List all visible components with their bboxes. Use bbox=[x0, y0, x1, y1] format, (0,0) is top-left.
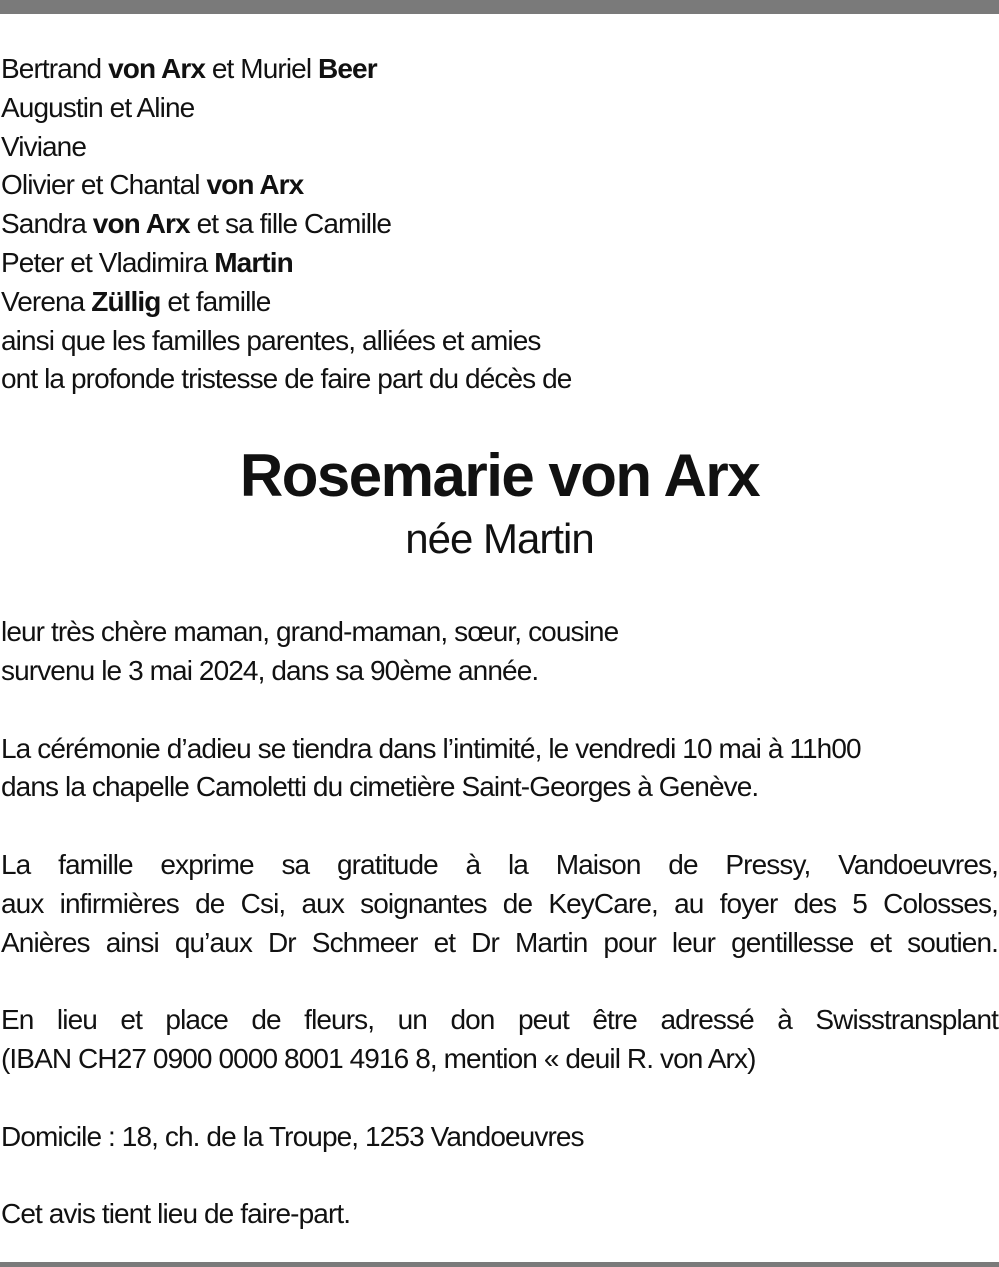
ceremony-line: dans la chapelle Camoletti du cimetière Saint-Georges à Genève. bbox=[1, 771, 759, 803]
bottom-rule bbox=[0, 1262, 999, 1267]
gratitude-line: aux infirmières de Csi, aux soignantes de KeyCare, au foyer des 5 Colosses, bbox=[1, 887, 998, 919]
maiden-name: née Martin bbox=[405, 515, 594, 563]
family-list bbox=[1, 50, 998, 399]
family-line: Bertrand von Arx et Muriel Beer bbox=[1, 53, 377, 84]
donation-line: (IBAN CH27 0900 0000 8001 4916 8, mention « deuil R. von Arx) bbox=[1, 1042, 756, 1074]
relation-line: leur très chère maman, grand-maman, sœur, cousine bbox=[1, 616, 619, 648]
family-line: Peter et Vladimira Martin bbox=[1, 246, 293, 278]
family-line: Augustin et Aline bbox=[1, 91, 195, 123]
relation-line: survenu le 3 mai 2024, dans sa 90ème année. bbox=[1, 654, 539, 686]
relation-paragraph bbox=[1, 613, 998, 691]
ceremony-paragraph bbox=[1, 730, 998, 808]
deceased-block bbox=[1, 441, 998, 567]
donation-line: En lieu et place de fleurs, un don peut être adressé à Swisstransplant bbox=[1, 1004, 998, 1036]
top-rule bbox=[0, 0, 999, 14]
family-line: Verena Züllig et famille bbox=[1, 285, 271, 317]
ceremony-line: La cérémonie d’adieu se tiendra dans l’intimité, le vendredi 10 mai à 11h00 bbox=[1, 732, 861, 764]
announcement-line: ont la profonde tristesse de faire part du décès de bbox=[1, 363, 572, 395]
domicile-line: Domicile : 18, ch. de la Troupe, 1253 Vandoeuvres bbox=[1, 1120, 584, 1152]
family-line: Viviane bbox=[1, 130, 87, 162]
donation-paragraph bbox=[1, 1001, 998, 1079]
family-line: ainsi que les familles parentes, alliées et amies bbox=[1, 324, 541, 356]
gratitude-line: La famille exprime sa gratitude à la Maison de Pressy, Vandoeuvres, bbox=[1, 848, 998, 880]
deceased-name: Rosemarie von Arx bbox=[239, 442, 760, 510]
family-line: Sandra von Arx et sa fille Camille bbox=[1, 208, 392, 240]
family-line: Olivier et Chantal von Arx bbox=[1, 169, 304, 201]
obituary-notice bbox=[1, 50, 998, 1234]
gratitude-line: Anières ainsi qu’aux Dr Schmeer et Dr Martin pour leur gentillesse et soutien. bbox=[1, 926, 998, 958]
closing-line: Cet avis tient lieu de faire-part. bbox=[1, 1198, 351, 1230]
gratitude-paragraph bbox=[1, 846, 998, 962]
